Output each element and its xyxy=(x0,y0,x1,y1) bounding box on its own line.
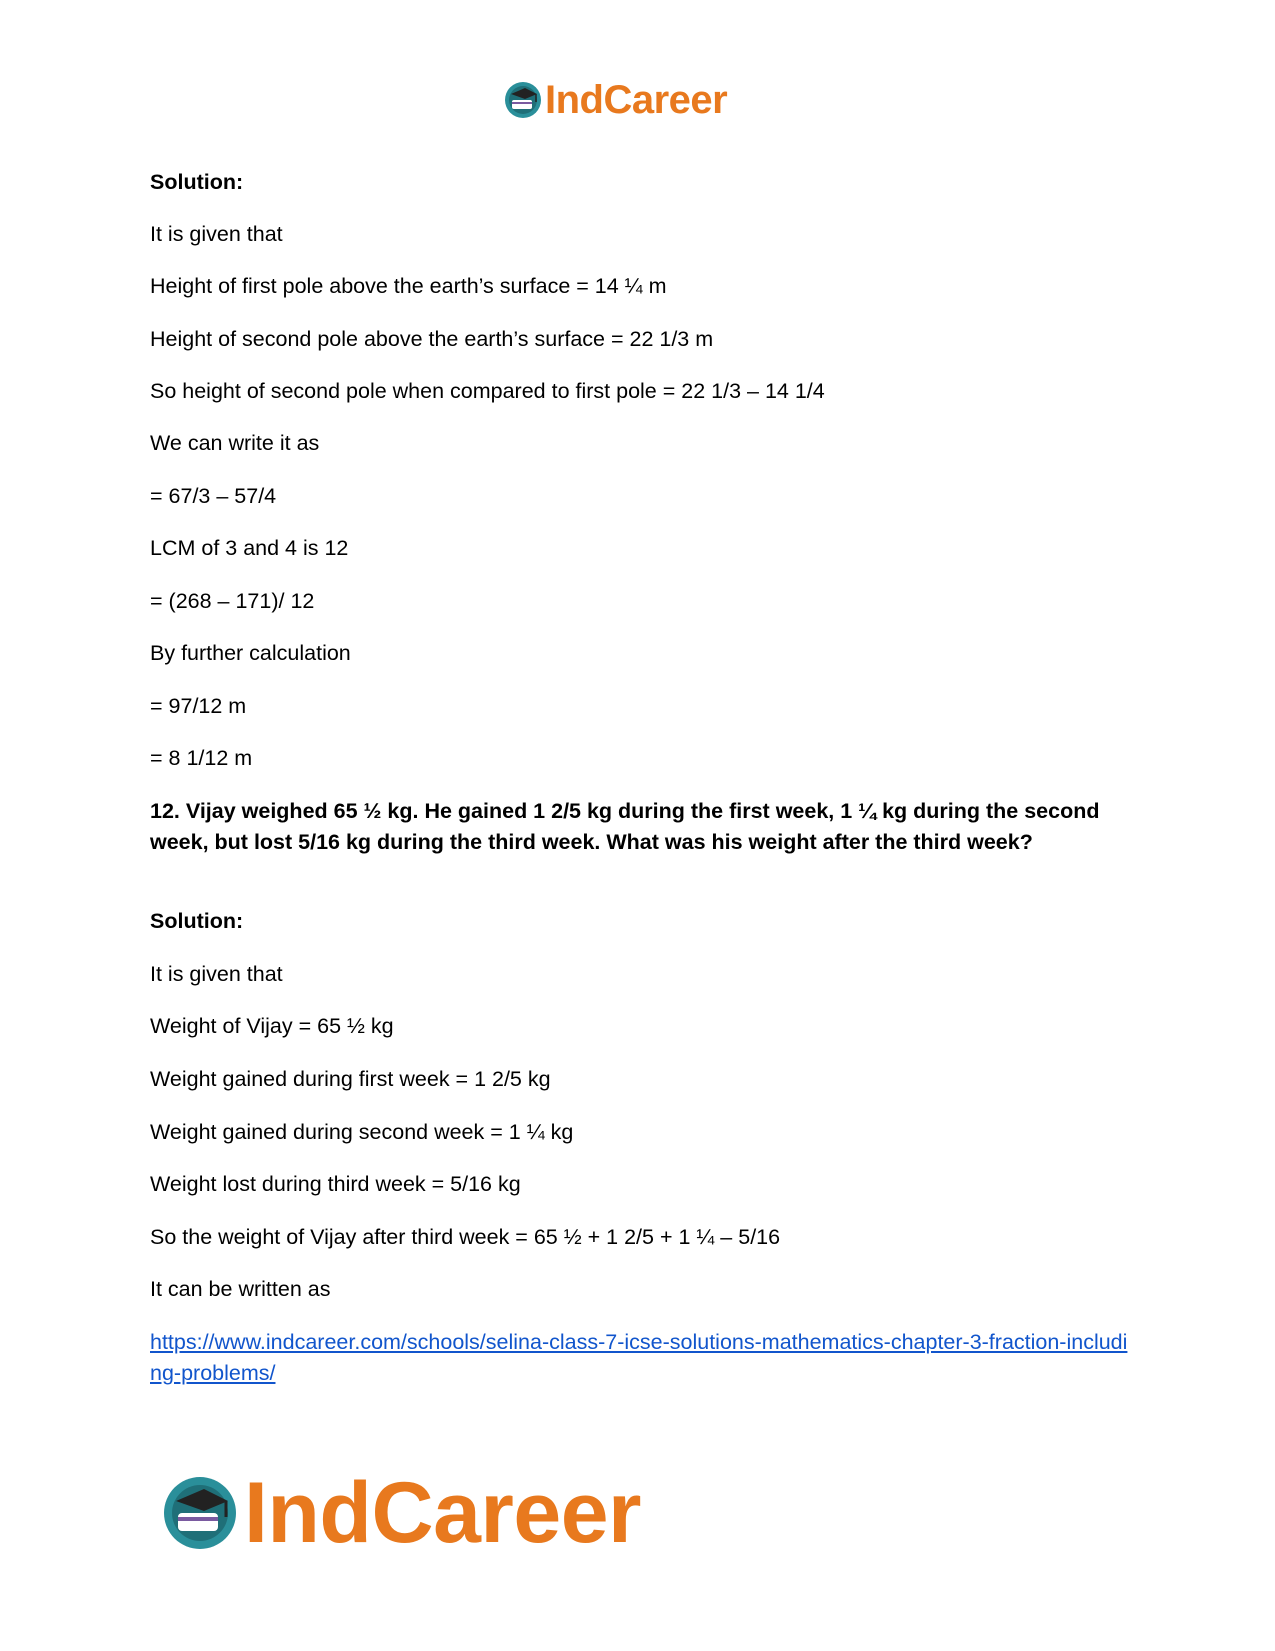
text-line: It can be written as xyxy=(150,1277,331,1301)
indcareer-logo-top xyxy=(503,80,727,120)
text-line: LCM of 3 and 4 is 12 xyxy=(150,536,349,560)
question-12: 12. Vijay weighed 65 ½ kg. He gained 1 2/5 kg during the first week, 1 ¼ kg during the second week, but lost 5/16 kg during the third week. What was his weight after the third week? xyxy=(150,799,1100,854)
graduation-cap-book-icon xyxy=(160,1473,240,1553)
text-line: Weight of Vijay = 65 ½ kg xyxy=(150,1014,394,1038)
text-line: Weight lost during third week = 5/16 kg xyxy=(150,1172,521,1196)
graduation-cap-book-icon xyxy=(503,80,543,120)
text-line: Height of first pole above the earth’s surface = 14 ¼ m xyxy=(150,274,667,298)
text-line: It is given that xyxy=(150,222,283,246)
text-line: = 8 1/12 m xyxy=(150,746,253,770)
text-line: So height of second pole when compared to first pole = 22 1/3 – 14 1/4 xyxy=(150,379,825,403)
solution-heading: Solution: xyxy=(150,909,244,933)
source-link[interactable]: https://www.indcareer.com/schools/selina-class-7-icse-solutions-mathematics-chapter-3-fraction-including-problems/ xyxy=(150,1330,1128,1385)
indcareer-logo-bottom xyxy=(160,1465,641,1561)
text-line: = (268 – 171)/ 12 xyxy=(150,589,315,613)
brand-name: IndCareer xyxy=(244,1465,641,1561)
text-line: It is given that xyxy=(150,962,283,986)
brand-name: IndCareer xyxy=(545,78,728,122)
text-line: By further calculation xyxy=(150,641,351,665)
text-line: So the weight of Vijay after third week = 65 ½ + 1 2/5 + 1 ¼ – 5/16 xyxy=(150,1225,781,1249)
text-line: Weight gained during first week = 1 2/5 kg xyxy=(150,1067,551,1091)
text-line: Height of second pole above the earth’s surface = 22 1/3 m xyxy=(150,327,714,351)
text-line: = 97/12 m xyxy=(150,694,247,718)
text-line: Weight gained during second week = 1 ¼ kg xyxy=(150,1120,574,1144)
text-line: We can write it as xyxy=(150,431,320,455)
solution-heading: Solution: xyxy=(150,170,244,194)
text-line: = 67/3 – 57/4 xyxy=(150,484,277,508)
